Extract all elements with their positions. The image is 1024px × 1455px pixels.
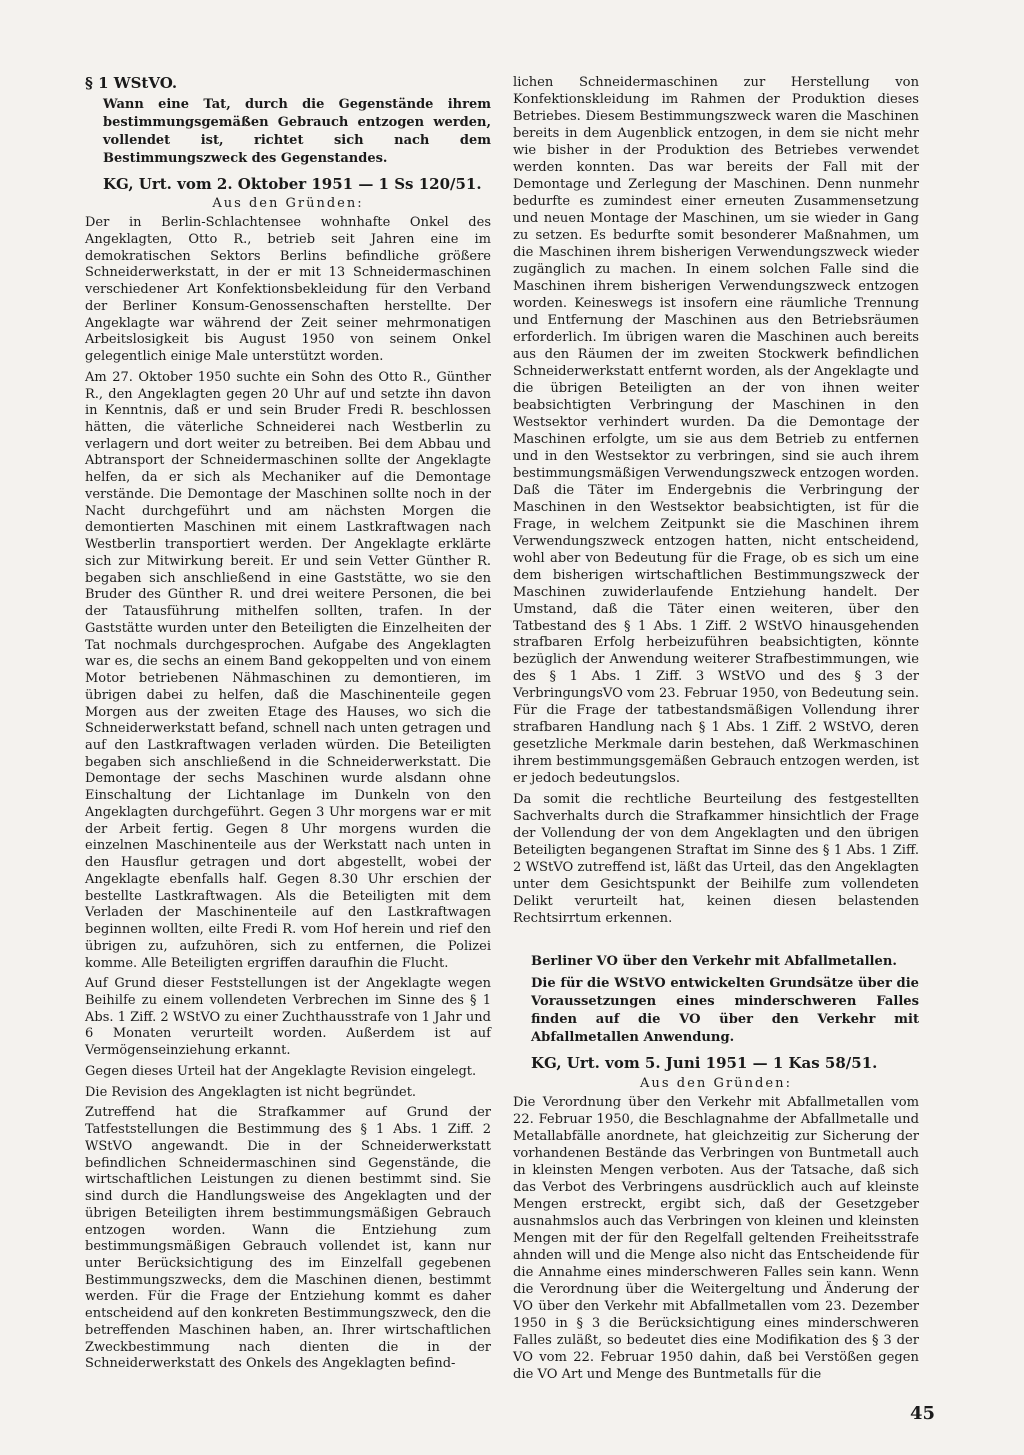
paragraph: Am 27. Oktober 1950 suchte ein Sohn des Otto R., Günther R., den Angeklagten gegen 20 Uhr auf und setzte ihn davon in Kenntnis, daß er und sein Bruder Fredi R. beschlossen hätten, die väterliche Schneiderei nach Westberlin zu verlagern und dort weiter zu betreiben. Bei dem Abbau und Abtransport der Schneidermaschinen sollte der Angeklagte helfen, da er sich als Mechaniker auf die Demontage verstände. Die Demontage der Maschinen sollte noch in der Nacht durchgeführt und am nächsten Morgen die demontierten Maschinen mit einem Lastkraftwagen nach Westberlin transportiert werden. Der Angeklagte erklärte sich zur Mitwirkung bereit. Er und sein Vetter Günther R. begaben sich anschließend in eine Gaststätte, wo sie den Bruder des Günther R. und drei weitere Personen, die bei der Tatausführung mithelfen sollten, trafen. In der Gaststätte wurden unter den Beteiligten die Einzelheiten der Tat nochmals durchgesprochen. Aufgabe des Angeklagten war es, die sechs an einem Band gekoppelten und von einem Motor betriebenen Nähmaschinen zu demontieren, im übrigen dabei zu helfen, daß die Maschinenteile gegen Morgen aus der zweiten Etage des Hauses, wo sich die Schneiderwerkstatt befand, schnell nach unten getragen und auf den Lastkraftwagen verladen würden. Die Beteiligten begaben sich anschließend in die Schneiderwerkstatt. Die Demontage der sechs Maschinen wurde alsdann ohne Einschaltung der Lichtanlage im Dunkeln von den Angeklagten durchgeführt. Gegen 3 Uhr morgens war er mit der Arbeit fertig. Gegen 8 Uhr morgens wurden die einzelnen Maschinenteile aus der Werkstatt nach unten in den Hausflur getragen und dort abgestellt, wobei der Angeklagte ebenfalls half. Gegen 8.30 Uhr erschien der bestellte Lastkraftwagen. Als die Beteiligten mit dem Verladen der Maschinenteile auf den Lastkraftwagen beginnen wollten, eilte Fredi R. vom Hof herein und rief den übrigen zu, aufzuhören, sich zu entfernen, die Polizei komme. Alle Beteiligten ergriffen daraufhin die Flucht. [85, 369, 491, 971]
right-column [513, 75, 919, 1388]
section1-grounds-heading: Aus den Gründen: [212, 196, 364, 212]
page-number: 45 [910, 1403, 936, 1424]
section2-grounds-heading: Aus den Gründen: [639, 1076, 793, 1092]
section1-citation: KG, Urt. vom 2. Oktober 1951 — 1 Ss 120/51. [103, 174, 482, 193]
section1-leitsatz: Wann eine Tat, durch die Gegenstände ihrem bestimmungsgemäßen Gebrauch entzogen werden, vollendet ist, richtet sich nach dem Bestimmungszweck des Gegenstandes. [103, 96, 491, 166]
section2-citation: KG, Urt. vom 5. Juni 1951 — 1 Kas 58/51. [531, 1054, 878, 1073]
paragraph: Da somit die rechtliche Beurteilung des festgestellten Sachverhalts durch die Strafkammer hinsichtlich der Frage der Vollendung der von dem Angeklagten und den übrigen Beteiligten begangenen Straftat im Sinne des § 1 Abs. 1 Ziff. 2 WStVO zutreffend ist, läßt das Urteil, das den Angeklagten unter dem Gesichtspunkt der Beihilfe zum vollendeten Delikt verurteilt hat, keinen diesen belastenden Rechtsirrtum erkennen. [513, 792, 919, 927]
paragraph: Auf Grund dieser Feststellungen ist der Angeklagte wegen Beihilfe zu einem vollendeten Verbrechen im Sinne des § 1 Abs. 1 Ziff. 2 WStVO zu einer Zuchthausstrafe von 1 Jahr und 6 Monaten verurteilt worden. Außerdem ist auf Vermögenseinziehung erkannt. [85, 976, 491, 1059]
paragraph: Der in Berlin-Schlachtensee wohnhafte Onkel des Angeklagten, Otto R., betrieb seit Jahren eine im demokratischen Sektors Berlins befindliche größere Schneiderwerkstatt, in der er mit 13 Schneidermaschinen verschiedener Art Konfektionsbekleidung für den Verband der Berliner Konsum-Genossenschaften herstellte. Der Angeklagte war während der Zeit seiner mehrmonatigen Arbeitslosigkeit bis August 1950 von seinem Onkel gelegentlich einige Male unterstützt worden. [85, 215, 491, 365]
paragraph: Die Revision des Angeklagten ist nicht begründet. [85, 1084, 417, 1100]
section2-title: Berliner VO über den Verkehr mit Abfallmetallen. [531, 954, 897, 970]
paragraph: lichen Schneidermaschinen zur Herstellung von Konfektionskleidung im Rahmen der Produktion dieses Betriebes. Diesem Bestimmungszweck waren die Maschinen bereits in dem Augenblick entzogen, in dem sie nicht mehr wie bisher in der Produktion des Betriebes verwendet werden konnten. Das war bereits der Fall mit der Demontage und Zerlegung der Maschinen. Denn nunmehr bedurfte es zumindest einer erneuten Zusammensetzung und neuen Montage der Maschinen, um sie wieder in Gang zu setzen. Es bedurfte somit besonderer Maßnahmen, um die Maschinen ihrem bisherigen Verwendungszweck wieder zugänglich zu machen. In einem solchen Falle sind die Maschinen ihrem bisherigen Verwendungszweck entzogen worden. Keineswegs ist insofern eine räumliche Trennung und Entfernung der Maschinen aus den Betriebsräumen erforderlich. Im übrigen waren die Maschinen auch bereits aus den Räumen der im zweiten Stockwerk befindlichen Schneiderwerkstatt entfernt worden, als der Angeklagte und die übrigen Beteiligten an der von ihnen weiter beabsichtigten Verbringung der Maschinen in den Westsektor verhindert wurden. Da die Demontage der Maschinen erfolgte, um sie aus dem Betrieb zu entfernen und in den Westsektor zu verbringen, sind sie auch ihrem bestimmungsmäßigen Verwendungszweck entzogen worden. Daß die Täter im Endergebnis die Verbringung der Maschinen in den Westsektor beabsichtigten, ist für die Frage, in welchem Zeitpunkt sie die Maschinen ihrem Verwendungszweck entzogen hatten, nicht entscheidend, wohl aber von Bedeutung für die Frage, ob es sich um eine dem bisherigen wirtschaftlichen Bestimmungszweck der Maschinen zuwiderlaufende Entziehung handelt. Der Umstand, daß die Täter einen weiteren, über den Tatbestand des § 1 Abs. 1 Ziff. 2 WStVO hinausgehenden strafbaren Erfolg herbeizuführen beabsichtigten, könnte bezüglich der Anwendung weiterer Strafbestimmungen, wie des § 1 Abs. 1 Ziff. 3 WStVO und des § 3 der VerbringungsVO vom 23. Februar 1950, von Bedeutung sein. Für die Frage der tatbestandsmäßigen Vollendung ihrer strafbaren Handlung nach § 1 Abs. 1 Ziff. 2 WStVO, deren gesetzliche Merkmale darin bestehen, daß Werkmaschinen ihrem bestimmungsgemäßen Gebrauch entzogen werden, ist er jedoch bedeutungslos. [513, 75, 919, 787]
section1-heading: § 1 WStVO. [85, 74, 178, 92]
paragraph: Die Verordnung über den Verkehr mit Abfallmetallen vom 22. Februar 1950, die Beschlagnahme der Abfallmetalle und Metallabfälle anordnete, hat gleichzeitig zur Sicherung der vorhandenen Bestände das Verbringen von Buntmetall auch in kleinsten Mengen verboten. Aus der Tatsache, daß sich das Verbot des Verbringens ausdrücklich auch auf kleinste Mengen erstreckt, ergibt sich, daß der Gesetzgeber ausnahmslos auch das Verbringen von kleinen und kleinsten Mengen mit der für den Regelfall geltenden Freiheitsstrafe ahnden will und die Menge also nicht das Entscheidende für die Annahme eines minderschweren Falles sein kann. Wenn die Verordnung über die Weitergeltung und Änderung der VO über den Verkehr mit Abfallmetallen vom 23. Dezember 1950 in § 3 die Berücksichtigung eines minderschweren Falles zuläßt, so bedeutet dies eine Modifikation des § 3 der VO vom 22. Februar 1950 dahin, daß bei Verstößen gegen die VO Art und Menge des Buntmetalls für die [513, 1095, 919, 1382]
paragraph: Gegen dieses Urteil hat der Angeklagte Revision eingelegt. [85, 1063, 477, 1079]
left-column [85, 75, 491, 1377]
section2-leitsatz: Die für die WStVO entwickelten Grundsätze über die Voraussetzungen eines minderschweren Falles finden auf die VO über den Verkehr mit Abfallmetallen Anwendung. [531, 976, 919, 1046]
paragraph: Zutreffend hat die Strafkammer auf Grund der Tatfeststellungen die Bestimmung des § 1 Abs. 1 Ziff. 2 WStVO angewandt. Die in der Schneiderwerkstatt befindlichen Schneidermaschinen sind Gegenstände, die wirtschaftlichen Leistungen zu dienen bestimmt sind. Sie sind durch die Handlungsweise des Angeklagten und der übrigen Beteiligten ihrem bestimmungsmäßigen Gebrauch entzogen worden. Wann die Entziehung zum bestimmungsmäßigen Gebrauch vollendet ist, kann nur unter Berücksichtigung des im Einzelfall gegebenen Bestimmungszwecks, dem die Maschinen dienen, bestimmt werden. Für die Frage der Entziehung kommt es daher entscheidend auf den konkreten Bestimmungszweck, den die betreffenden Maschinen haben, an. Ihrer wirtschaftlichen Zweckbestimmung nach dienten die in der Schneiderwerkstatt des Onkels des Angeklagten befind- [85, 1105, 491, 1372]
